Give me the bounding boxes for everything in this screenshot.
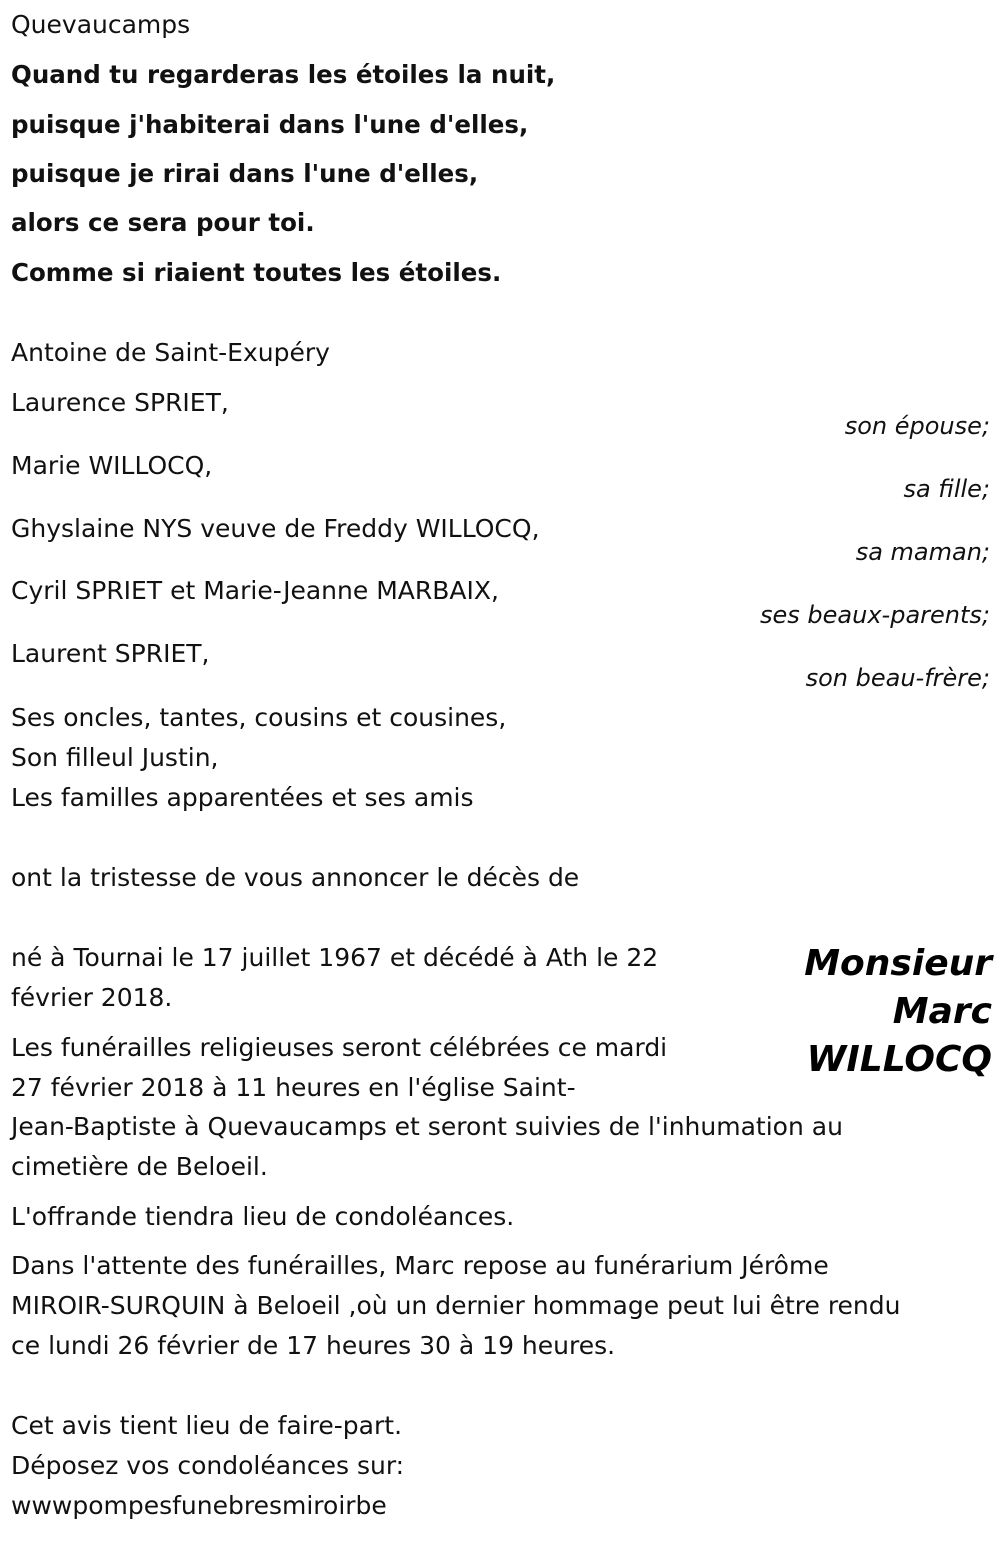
relatives-line: Les familles apparentées et ses amis [11, 783, 474, 812]
condolences-website: wwwpompesfunebresmiroirbe [11, 1491, 387, 1520]
family-member-name: Laurent SPRIET, [11, 639, 210, 668]
footer-note: Déposez vos condoléances sur: [11, 1451, 405, 1480]
funeral-info: 27 février 2018 à 11 heures en l'église Saint- [11, 1073, 576, 1102]
deceased-title: Monsieur [804, 943, 992, 984]
poem-author: Antoine de Saint-Exupéry [11, 338, 330, 367]
deceased-last-name: WILLOCQ [806, 1039, 992, 1080]
location: Quevaucamps [11, 10, 191, 39]
funeral-info: Les funérailles religieuses seront célébrées ce mardi [11, 1033, 668, 1062]
deceased-name [732, 940, 992, 1084]
family-member-name: Cyril SPRIET et Marie-Jeanne MARBAIX, [11, 576, 499, 605]
family-member-role: son beau-frère; [805, 664, 990, 692]
relatives-line: Son filleul Justin, [11, 743, 219, 772]
family-member-role: ses beaux-parents; [760, 601, 990, 629]
poem-line: puisque j'habiterai dans l'une d'elles, [11, 110, 529, 139]
wake-info: MIROIR-SURQUIN à Beloeil ,où un dernier hommage peut lui être rendu [11, 1291, 901, 1320]
birth-death-info: né à Tournai le 17 juillet 1967 et décédé à Ath le 22 [11, 943, 659, 972]
offering-info: L'offrande tiendra lieu de condoléances. [11, 1202, 515, 1231]
family-member-name: Laurence SPRIET, [11, 388, 229, 417]
footer-note: Cet avis tient lieu de faire-part. [11, 1411, 403, 1440]
family-member-role: sa maman; [855, 538, 990, 566]
wake-info: ce lundi 26 février de 17 heures 30 à 19 heures. [11, 1331, 616, 1360]
poem-line: puisque je rirai dans l'une d'elles, [11, 159, 479, 188]
poem-line: Comme si riaient toutes les étoiles. [11, 258, 502, 287]
family-member-role: son épouse; [844, 412, 990, 440]
deceased-first-name: Marc [892, 991, 992, 1032]
funeral-info: cimetière de Beloeil. [11, 1152, 268, 1181]
family-member-role: sa fille; [903, 475, 990, 503]
birth-death-info: février 2018. [11, 983, 173, 1012]
family-member-name: Ghyslaine NYS veuve de Freddy WILLOCQ, [11, 514, 540, 543]
relatives-line: Ses oncles, tantes, cousins et cousines, [11, 703, 507, 732]
funeral-info: Jean-Baptiste à Quevaucamps et seront suivies de l'inhumation au [11, 1112, 843, 1141]
poem-line: Quand tu regarderas les étoiles la nuit, [11, 60, 556, 89]
poem-line: alors ce sera pour toi. [11, 208, 315, 237]
wake-info: Dans l'attente des funérailles, Marc repose au funérarium Jérôme [11, 1251, 829, 1280]
family-member-name: Marie WILLOCQ, [11, 451, 213, 480]
announcement: ont la tristesse de vous annoncer le décès de [11, 863, 580, 892]
